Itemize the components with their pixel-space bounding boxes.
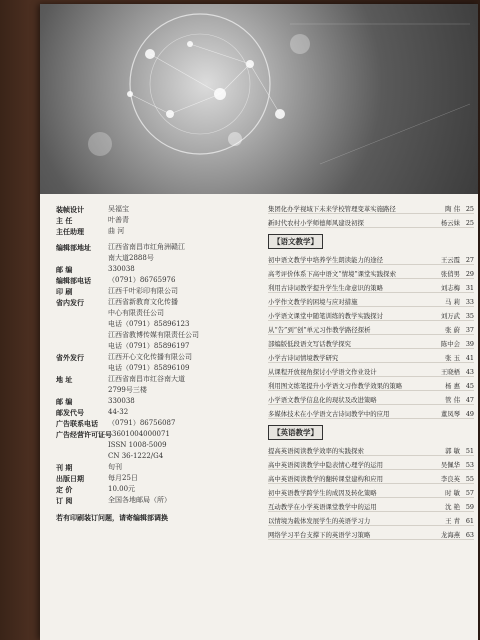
article-title: 高中英语阅读教学中隐表情心理学的运用: [268, 461, 384, 469]
toc-entry: [268, 200, 474, 214]
toc-entry: [268, 363, 474, 377]
toc-entry: [268, 214, 474, 228]
info-row: [56, 451, 256, 462]
article-author: 张俏男: [440, 270, 460, 278]
info-value: ISSN 1008-5009: [108, 441, 167, 449]
info-row: [56, 215, 256, 226]
article-title: 小学作文教学的困境与应对措施: [268, 298, 358, 306]
article-title: 新时代农村小学师德师风建设初探: [268, 219, 364, 227]
info-row: [56, 418, 256, 429]
page-number: 25: [465, 205, 474, 213]
article-author: 吴佩华: [440, 461, 460, 469]
info-value: 330038: [108, 397, 135, 405]
article-author: 龙海燕: [440, 531, 460, 539]
article-title: 网络学习平台支撑下的英语学习策略: [268, 531, 371, 539]
article-author: 陶 伟: [445, 205, 460, 213]
info-row: [56, 495, 256, 506]
article-title: 从“告”到“创”单元习作教学路径探析: [268, 326, 371, 334]
article-title: 提高英语阅读教学效率的实践探索: [268, 447, 364, 455]
info-value: 旬刊: [108, 463, 122, 471]
info-label: 邮发代号: [56, 408, 84, 417]
article-author: 王 青: [445, 517, 460, 525]
info-value: 吴福宝: [108, 205, 129, 213]
article-author: 沈 艳: [445, 503, 460, 511]
info-row: [56, 407, 256, 418]
info-label: 广告经营许可证号: [56, 430, 112, 439]
page-number: 49: [465, 410, 474, 418]
page-number: 27: [465, 256, 474, 264]
page-number: 37: [465, 326, 474, 334]
section-heading: 【英语教学】: [268, 425, 323, 440]
info-label: 主 任: [56, 216, 73, 225]
info-row: [56, 264, 256, 275]
info-row: [56, 226, 256, 237]
info-row: [56, 297, 256, 308]
info-label: 出版日期: [56, 474, 84, 483]
toc-entry: [268, 251, 474, 265]
info-value-continued: 2799号三楼: [108, 386, 147, 394]
info-value: 全国各地邮局（所）: [108, 496, 171, 504]
article-title: 互动教学在小学英语课堂教学中的运用: [268, 503, 377, 511]
article-author: 王云霞: [440, 256, 460, 264]
info-value: 叶善青: [108, 216, 129, 224]
article-author: 董凤琴: [440, 410, 460, 418]
info-label: 地 址: [56, 375, 73, 384]
article-title: 以情境为载体发展学生的英语学习力: [268, 517, 371, 525]
info-label: 省内发行: [56, 298, 84, 307]
article-title: 小学语文教学信息化的现状及改进策略: [268, 396, 377, 404]
print-notice: 若有印刷装订问题，请寄编辑部调换: [56, 513, 168, 522]
toc-entry: [268, 391, 474, 405]
page-number: 45: [465, 382, 474, 390]
info-label: 装帧设计: [56, 205, 84, 214]
info-row: [56, 440, 256, 451]
info-value: （0791）86756087: [108, 419, 176, 427]
info-row: [56, 204, 256, 215]
toc-entry: [268, 470, 474, 484]
toc-entry: [268, 293, 474, 307]
page-number: 35: [465, 312, 474, 320]
info-value: 10.00元: [108, 485, 136, 493]
toc-entry: [268, 377, 474, 391]
article-title: 小学古诗词情境教学研究: [268, 354, 339, 362]
toc-entry: [268, 484, 474, 498]
toc-entry: [268, 321, 474, 335]
page-number: 55: [465, 475, 474, 483]
page-number: 57: [465, 489, 474, 497]
article-author: 马 莉: [445, 298, 460, 306]
info-value-continued: 南大道2888号: [108, 254, 154, 262]
article-title: 小学语文课堂中随笔训练的教学实践探讨: [268, 312, 384, 320]
info-row: [56, 286, 256, 297]
info-label: 主任助理: [56, 227, 84, 236]
table-of-contents: [268, 200, 474, 540]
page-number: 41: [465, 354, 474, 362]
article-author: 王晓梧: [440, 368, 460, 376]
article-author: 刘万武: [440, 312, 460, 320]
info-value: 每月25日: [108, 474, 138, 482]
info-label: 邮 编: [56, 265, 73, 274]
toc-entry: [268, 498, 474, 512]
section-heading: 【语文教学】: [268, 234, 323, 249]
page-number: 33: [465, 298, 474, 306]
info-label: 编辑部电话: [56, 276, 91, 285]
info-label: 印 刷: [56, 287, 73, 296]
toc-entry: [268, 279, 474, 293]
article-author: 李良英: [440, 475, 460, 483]
page-number: 25: [465, 219, 474, 227]
info-label: 编辑部地址: [56, 243, 91, 252]
article-author: 杨云妹: [440, 219, 460, 227]
info-value-continued: 中心有限责任公司: [108, 309, 164, 317]
info-value-continued: 电话（0791）85896123: [108, 320, 190, 328]
info-label: 省外发行: [56, 353, 84, 362]
globe-network-graphic: [40, 4, 478, 194]
page-number: 43: [465, 368, 474, 376]
info-label: 定 价: [56, 485, 73, 494]
info-row: [56, 396, 256, 407]
toc-entry: [268, 307, 474, 321]
article-title: 利用古诗词教学提升学生生命意识的策略: [268, 284, 384, 292]
article-title: 高考评价体系下高中语文“情境”课堂实践探索: [268, 270, 396, 278]
article-author: 管 伟: [445, 396, 460, 404]
info-value: 44-32: [108, 408, 129, 416]
page-number: 61: [465, 517, 474, 525]
page-number: 29: [465, 270, 474, 278]
info-row: [56, 462, 256, 473]
page-number: 39: [465, 340, 474, 348]
info-row: [56, 275, 256, 286]
toc-entry: [268, 526, 474, 540]
info-row: [56, 352, 256, 363]
article-author: 刘志梅: [440, 284, 460, 292]
toc-entry: [268, 512, 474, 526]
info-value: 江西千叶彩印有限公司: [108, 287, 178, 295]
info-value: 江西开心文化传播有限公司: [108, 353, 192, 361]
page-number: 31: [465, 284, 474, 292]
toc-entry: [268, 405, 474, 419]
info-value: 江西省南昌市红角洲赣江: [108, 243, 185, 251]
info-row: [56, 374, 256, 385]
article-title: 集团化办学视域下未来学校管理变革实施路径: [268, 205, 396, 213]
publication-info-column: [56, 204, 256, 523]
info-value: CN 36-1222/G4: [108, 452, 164, 460]
toc-entry: [268, 349, 474, 363]
info-value: （0791）86765976: [108, 276, 176, 284]
magazine-page: [40, 4, 478, 640]
info-value: 3601004000071: [112, 430, 170, 438]
toc-entry: [268, 442, 474, 456]
info-value: 曲 河: [108, 227, 125, 235]
info-label: 刊 期: [56, 463, 73, 472]
article-title: 利用图文练笔提升小学语文习作教学效果的策略: [268, 382, 403, 390]
info-row: [56, 242, 256, 253]
page-number: 59: [465, 503, 474, 511]
toc-entry: [268, 265, 474, 279]
info-value: 江西省新教育文化传播: [108, 298, 178, 306]
article-title: 高中英语阅读教学的翻转课堂建构和应用: [268, 475, 384, 483]
info-label: 广告联系电话: [56, 419, 98, 428]
article-author: 张 蔚: [445, 326, 460, 334]
article-author: 张 玉: [445, 354, 460, 362]
article-title: 初中语文教学中培养学生朗读能力的途径: [268, 256, 384, 264]
info-value-continued: 电话（0791）85896197: [108, 342, 190, 350]
cover-banner-image: [40, 4, 478, 194]
info-value: 330038: [108, 265, 135, 273]
info-value-continued: 电话（0791）85896109: [108, 364, 190, 372]
article-author: 郭 敏: [445, 447, 460, 455]
info-value: 江西省南昌市红谷南大道: [108, 375, 185, 383]
article-title: 从课程开放视角探讨小学语文作业设计: [268, 368, 377, 376]
page-number: 47: [465, 396, 474, 404]
toc-entry: [268, 335, 474, 349]
info-label: 邮 编: [56, 397, 73, 406]
article-author: 陈中会: [440, 340, 460, 348]
page-number: 51: [465, 447, 474, 455]
toc-entry: [268, 456, 474, 470]
info-row: [56, 484, 256, 495]
page-number: 53: [465, 461, 474, 469]
info-row: [56, 429, 256, 440]
info-row: [56, 473, 256, 484]
article-author: 时 敏: [445, 489, 460, 497]
article-title: 多媒体技术在小学语文古诗词教学中的应用: [268, 410, 390, 418]
info-label: [56, 451, 108, 462]
info-label: 订 阅: [56, 496, 73, 505]
article-title: 部编版低段语文写话教学探究: [268, 340, 352, 348]
article-title: 初中英语教学跨学生的成因及转化策略: [268, 489, 377, 497]
article-author: 杨 惠: [445, 382, 460, 390]
info-label: [56, 440, 108, 451]
page-number: 63: [465, 531, 474, 539]
info-value-continued: 江西省教博传媒有限责任公司: [108, 331, 199, 339]
